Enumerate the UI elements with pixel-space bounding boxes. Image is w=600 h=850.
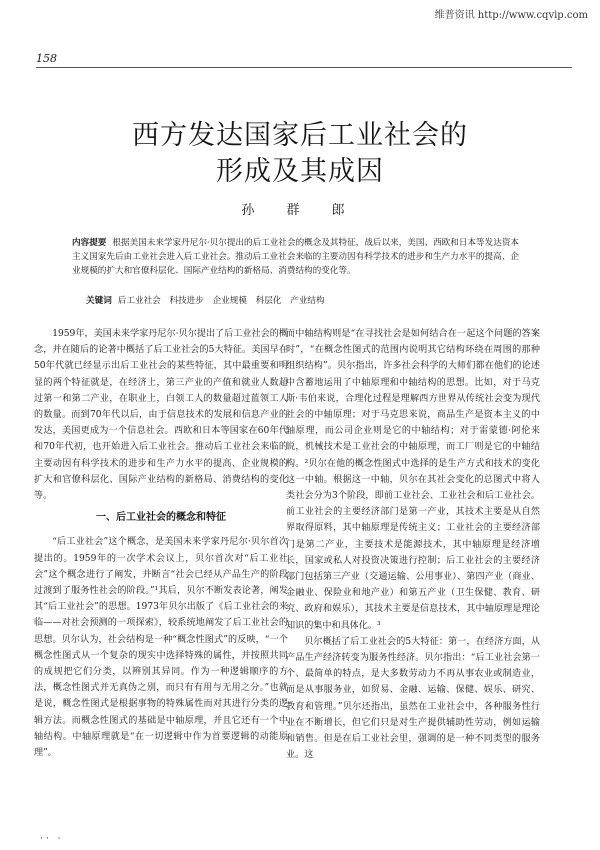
body-paragraph: 贝尔概括了后工业社会的5大特征：第一，在经济方面，从产品生产经济转变为服务性经济。贝尔指出：“后工业社会第一个、最简单的特点，是大多数劳动力不再从事农业或制造业，而是从事服务业，如贸易、金融、运输、保健、娱乐、研究、教育和管理。”贝尔还指出，虽然在工业社会中，各种服务性行业在不断增长，但它们只是对生产提供辅助性劳动，例如运输和销售。但是在后工业社会里，强调的是一种不同类型的服务业。这 [286, 636, 540, 761]
article-title-line1: 西方发达国家后工业社会的 [132, 120, 468, 151]
section-heading: 一、后工业社会的概念和特征 [96, 512, 226, 524]
header-rule [36, 67, 572, 68]
abstract-text: 根据美国未来学家丹尼尔·贝尔提出的后工业社会的概念及其特征，战后以来，美国、西欧和日本等发达资本主义国家先后由工业社会进入后工业社会。推动后工业社会来临的主要动因有科学技术的进步和生产力水平的提高、企业规模的扩大和官僚科层化、国际产业结构的新格局、消费结构的变化等。 [72, 238, 520, 276]
body-paragraph: 而中轴结构则是“在寻找社会是如何结合在一起这个问题的答案时”，“在概念性图式的范围内说明其它结构环绕在周围的那种组织结构”。贝尔指出，许多社会科学的大师们都在他们的论述中含蓄地运用了中轴原理和中轴结构的思想。比如，对于马克斯·韦伯来说，合理化过程是理解西方世界从传统社会变为现代社会的中轴原理；对于马克思来说，商品生产是资本主义的中轴原理，而公司企业则是它的中轴结构；对于雷蒙德·阿伦来说，机械技术是工业社会的中轴原理，而工厂则是它的中轴结构。²贝尔在他的概念性图式中选择的是生产方式和技术的变化这一中轴。根据这一中轴，贝尔在其社会变化的总图式中将人类社会分为3个阶段，即前工业社会、工业社会和后工业社会。前工业社会的主要经济部门是第一产业，其技术主要是从自然界取得原料，其中轴原理是传统主义；工业社会的主要经济部门是第二产业，主要技术是能源技术，其中轴原理是经济增长，国家或私人对投资决策进行控制；后工业社会的主要经济部门包括第三产业（交通运输、公用事业）、第四产业（商业、金融业、保险业和地产业）和第五产业（卫生保健、教育、研究、政府和娱乐），其技术主要是信息技术，其中轴原理是理论知识的集中和具体化。³ [286, 329, 540, 631]
keywords-block [86, 294, 526, 306]
keywords-text: 后工业社会 科技进步 企业规模 科层化 产业结构 [117, 296, 325, 306]
body-paragraph: 1959年，美国未来学家丹尼尔·贝尔提出了后工业社会的概念，并在随后的论著中概括了后工业社会的5大特征。美国早在50年代就已经显示出后工业社会的某些特征，其中最重要和明显的两个特征就是，在经济上，第三产业的产值和就业人数超过第一和第二产业，在职业上，白领工人的数量超过蓝领工人的数量。而到70年代以后，由于信息技术的发展和信息产业的发达，美国更成为一个信息社会。西欧和日本等国家在60年代和70年代初，也开始进入后工业社会。推动后工业社会来临的主要动因有科学技术的进步和生产力水平的提高、企业规模的扩大和官僚科层化、国际产业结构的新格局、消费结构的变化等。 [34, 329, 288, 502]
body-column-left [34, 326, 288, 761]
body-column-right [286, 326, 540, 763]
page-number: 158 [36, 52, 57, 65]
source-watermark: 维普资讯 http://www.cqvip.com [434, 10, 588, 21]
abstract-label: 内容提要 [72, 238, 107, 248]
article-author: 孙 群 郎 [241, 203, 359, 218]
abstract-block [72, 236, 524, 278]
article-title-line2: 形成及其成因 [216, 156, 384, 187]
scan-corner-mark: ·· · [40, 834, 64, 844]
body-paragraph: “后工业社会”这个概念，是美国未来学家丹尼尔·贝尔首次提出的。1959年的一次学术会议上，贝尔首次对“后工业社会”这个概念进行了阐发，并断言“社会已经从产品生产的阶段过渡到了服务性社会的阶段。”¹其后，贝尔不断发表论著，阐发其“后工业社会”的思想。1973年贝尔出版了《后工业社会的来临——对社会预测的一项探索》，较系统地阐发了后工业社会的思想。贝尔认为，社会结构是一种“概念性图式”的反映，“一个概念性图式从一个复杂的现实中选择特殊的属性，并按照共同的成规把它们分类，以辨别其异同。作为一种逻辑顺序的方法，概念性图式并无真伪之别，而只有有用与无用之分。”也就是说，概念性图式是根据事物的特殊属性而对其进行分类的逻辑方法。而概念性图式的基础是中轴原理，并且它还有一个中轴结构。中轴原理就是“在一切逻辑中作为首要逻辑的动能原理”。 [34, 537, 288, 759]
keywords-label: 关键词 [86, 296, 112, 306]
